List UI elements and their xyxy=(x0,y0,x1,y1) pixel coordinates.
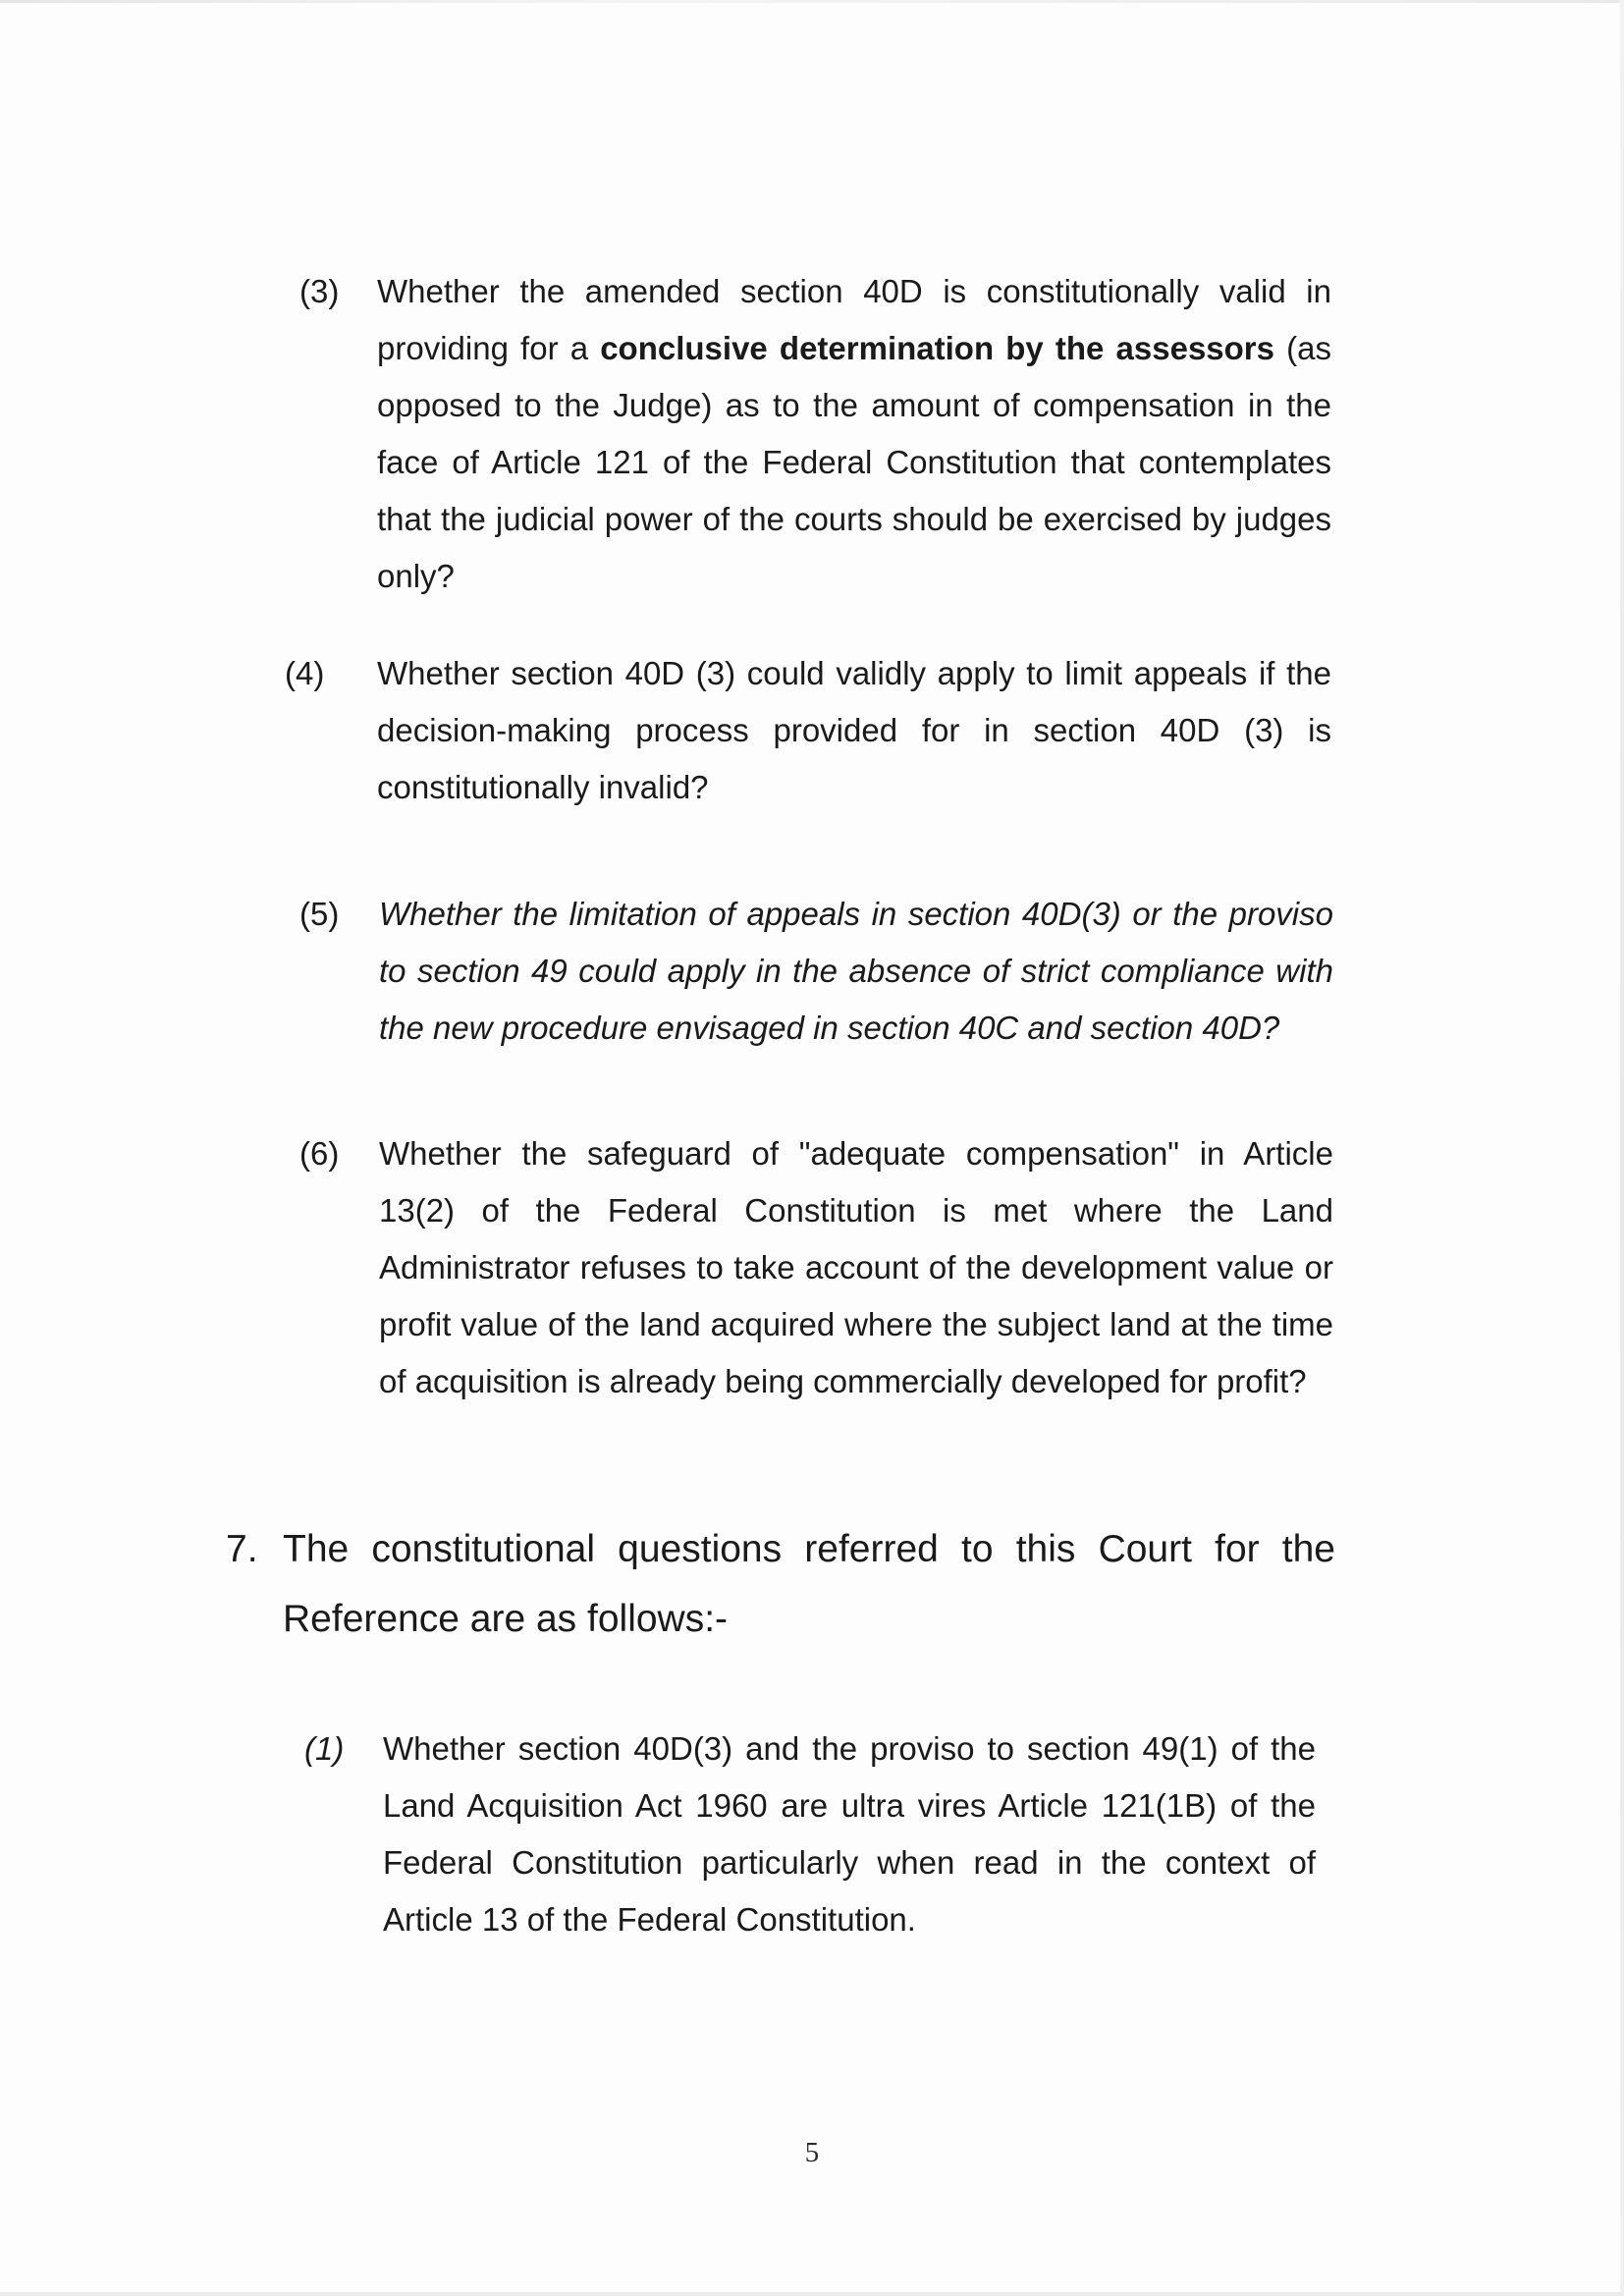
question-text-body: Whether the limitation of appeals in section 40D(3) or the proviso to section 49 could apply in the absence of strict compliance with the new procedure envisaged in section 40C and section 40D? xyxy=(379,896,1333,1046)
question-number: (4) xyxy=(285,655,325,691)
question-text-body: Whether the safeguard of "adequate compensation" in Article 13(2) of the Federal Constitution is met where the Land Administrator refuses to take account of the development value or profit value of the land acquired where the subject land at the time of acquisition is already being commercially developed for profit? xyxy=(379,1135,1333,1399)
question-text-body: Whether section 40D(3) and the proviso to section 49(1) of the Land Acquisition Act 1960 are ultra vires Article 121(1B) of the Federal Constitution particularly when read in the context of Article 13 of the Federal Constitution. xyxy=(383,1730,1316,1938)
scan-top-edge xyxy=(0,0,1624,3)
paragraph-text xyxy=(283,1514,1335,1654)
question-text-part: Whether the amended section 40D is constitutionally valid in providing for a xyxy=(377,273,1331,366)
scan-right-edge xyxy=(1620,0,1624,2296)
question-text-part: (as opposed to the Judge) as to the amount of compensation in the face of Article 121 of the Federal Constitution that contemplates that the judicial power of the courts should be exercised by judges only? xyxy=(377,330,1331,594)
question-number: (3) xyxy=(299,273,340,309)
question-text-body: Whether section 40D (3) could validly apply to limit appeals if the decision-making process provided for in section 40D (3) is constitutionally invalid? xyxy=(377,655,1331,805)
question-number: (1) xyxy=(304,1730,345,1767)
paragraph-text-body: The constitutional questions referred to this Court for the Reference are as follows:- xyxy=(283,1528,1335,1640)
question-emphasis: conclusive determination by the assessors xyxy=(600,330,1275,366)
question-number: (5) xyxy=(299,896,340,932)
question-number: (6) xyxy=(299,1135,340,1172)
question-text xyxy=(379,1125,1333,1410)
page-number: 5 xyxy=(804,2137,820,2168)
question-text xyxy=(377,263,1331,605)
question-text xyxy=(379,886,1333,1057)
paragraph-number: 7. xyxy=(226,1528,258,1570)
question-text xyxy=(383,1721,1316,1948)
scan-bottom-edge xyxy=(0,2292,1624,2296)
question-text xyxy=(377,645,1331,816)
